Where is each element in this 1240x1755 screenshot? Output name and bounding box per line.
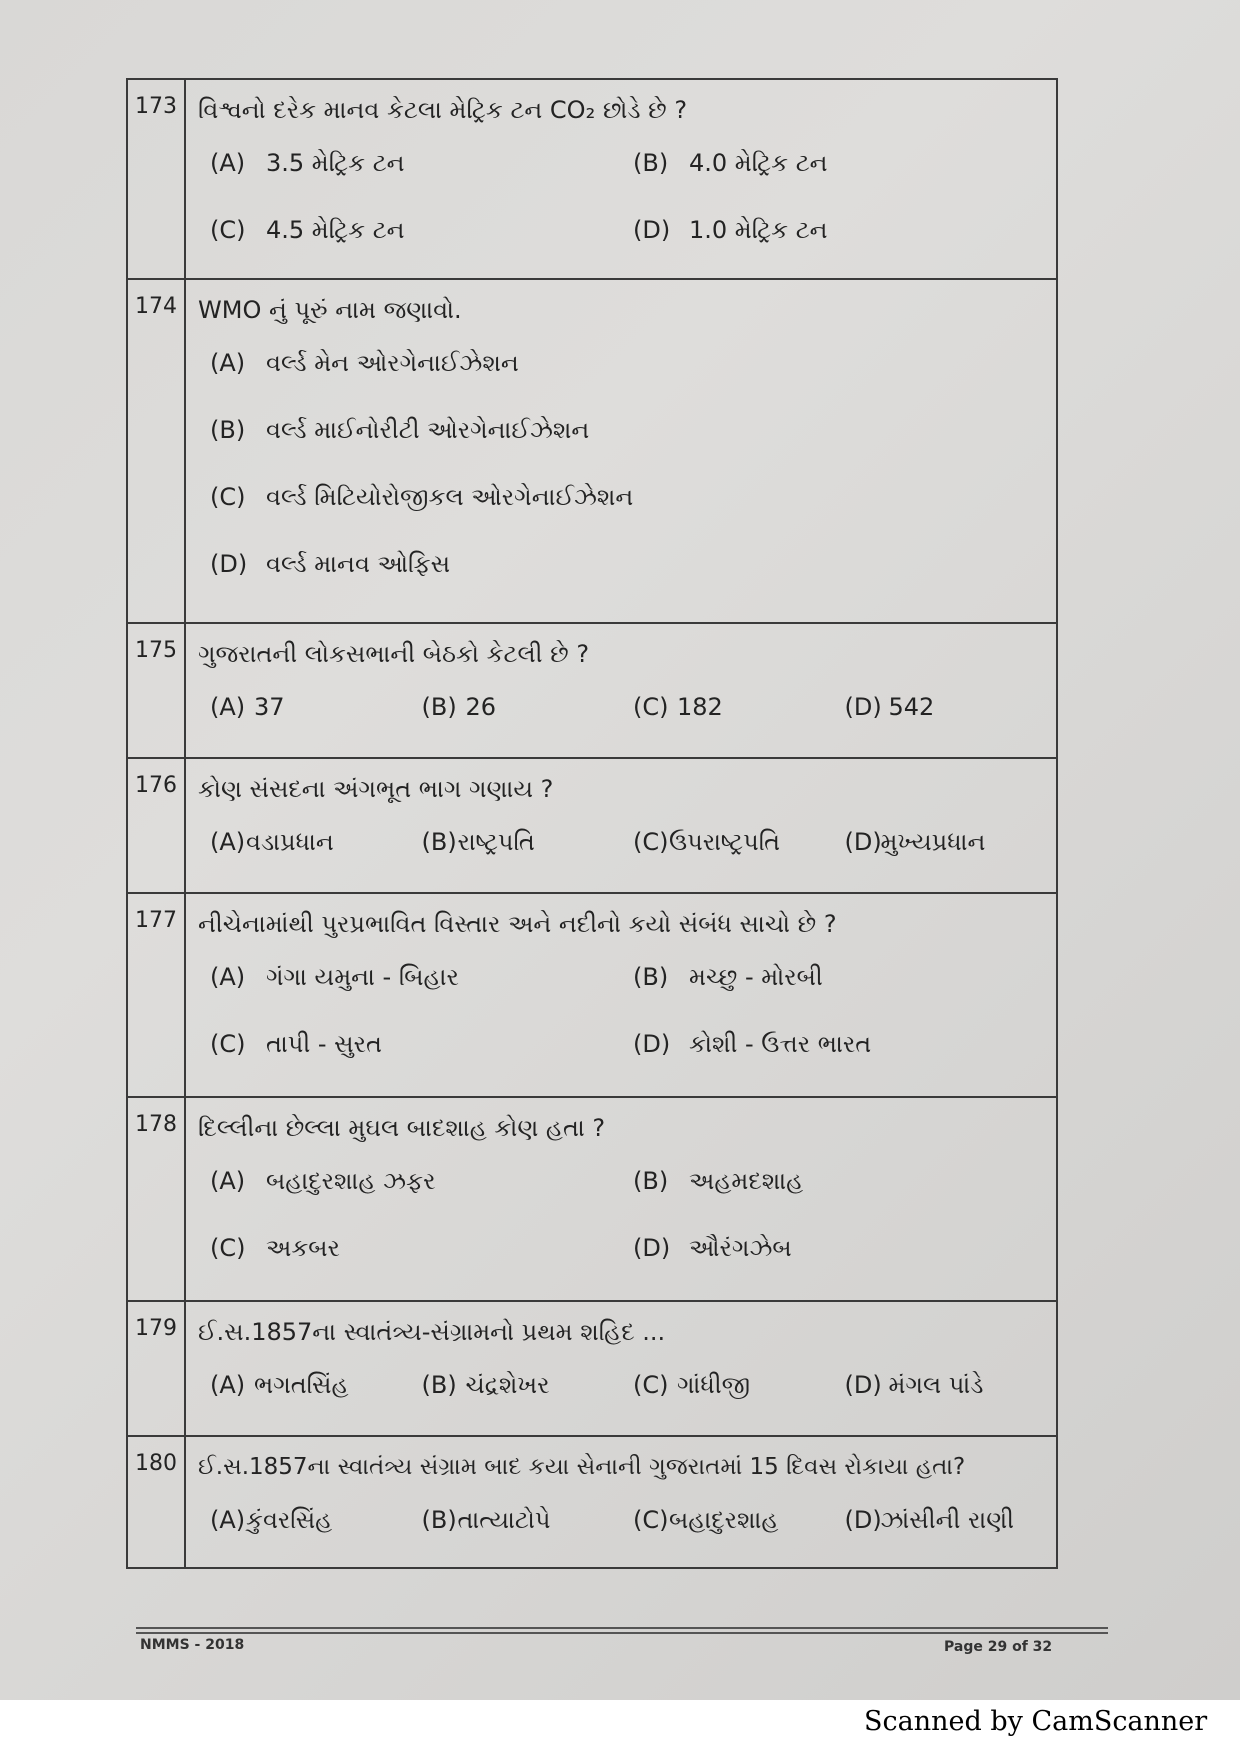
question-body [186,80,1056,278]
question-body [186,894,1056,1096]
question-body [186,280,1056,622]
option-a [198,130,621,197]
question-number: 177 [128,894,186,1096]
question-text: ઈ.સ.1857ના સ્વાતંત્ર્ય-સંગ્રામનો પ્રથમ શહિદ ... [198,1318,666,1346]
option-label: (A) [210,693,246,721]
option-b [410,674,622,741]
option-label: (A) [210,963,246,991]
option-label: (B) [421,1506,457,1534]
question-body [186,1098,1056,1300]
option-text: રાષ્ટ્રપતિ [457,828,535,856]
option-text: અકબર [266,1234,340,1262]
option-label: (C) [210,1234,246,1262]
option-label: (D) [844,828,882,856]
scanner-watermark: Scanned by CamScanner [864,1706,1208,1737]
option-d [198,531,1044,598]
option-text: ચંદ્રશેખર [465,1371,550,1399]
options [198,809,1044,876]
option-label: (C) [633,693,669,721]
option-text: વર્લ્ડ મિટિયોરોજીકલ ઓરગેનાઈઝેશન [266,483,634,511]
option-label: (C) [633,828,669,856]
option-label: (C) [210,216,246,244]
option-label: (D) [844,1506,882,1534]
option-c [198,197,621,264]
option-text: તાપી - સુરત [266,1030,382,1058]
option-a [198,1352,410,1419]
question-173 [128,80,1056,280]
option-c [198,1011,621,1078]
option-text: તાત્યાટોપે [457,1506,551,1534]
question-text: દિલ્લીના છેલ્લા મુઘલ બાદશાહ કોણ હતા ? [198,1114,606,1142]
option-text: કુંવરસિંહ [246,1506,333,1534]
question-number: 175 [128,624,186,757]
option-a [198,674,410,741]
question-176 [128,759,1056,894]
option-label: (B) [633,963,669,991]
option-label: (D) [844,693,882,721]
option-d [833,809,1045,876]
question-178 [128,1098,1056,1302]
option-b [621,944,1044,1011]
footer-page-number: Page 29 of 32 [944,1639,1053,1655]
option-d [833,674,1045,741]
question-number: 174 [128,280,186,622]
option-label: (A) [210,1371,246,1399]
option-d [621,197,1044,264]
option-label: (C) [210,1030,246,1058]
option-b [410,1487,622,1554]
option-b [410,809,622,876]
option-label: (A) [210,828,246,856]
option-label: (C) [210,483,246,511]
option-label: (B) [633,149,669,177]
option-text: બહાદુરશાહ [669,1506,779,1534]
question-text: નીચેનામાંથી પુરપ્રભાવિત વિસ્તાર અને નદીનો કયો સંબંધ સાચો છે ? [198,910,837,938]
question-number: 178 [128,1098,186,1300]
option-text: 1.0 મેટ્રિક ટન [689,216,828,244]
option-c [198,464,1044,531]
options [198,330,1044,598]
question-number: 173 [128,80,186,278]
options [198,1352,1044,1419]
question-body [186,759,1056,892]
option-text: મંગલ પાંડે [888,1371,984,1399]
options [198,1487,1044,1554]
question-174 [128,280,1056,624]
question-table [126,78,1058,1569]
option-text: 3.5 મેટ્રિક ટન [266,149,405,177]
option-text: બહાદુરશાહ ઝફર [266,1167,436,1195]
option-d [621,1215,1044,1282]
option-a [198,1487,410,1554]
option-text: 37 [254,693,285,721]
option-text: ઔરંગઝેબ [689,1234,792,1262]
option-label: (D) [633,216,671,244]
option-label: (B) [210,416,246,444]
option-text: અહમદશાહ [689,1167,804,1195]
option-text: ઉપરાષ્ટ્રપતિ [669,828,781,856]
option-text: મચ્છુ - મોરબી [689,963,823,991]
footer-divider-top [136,1627,1108,1629]
options [198,130,1044,264]
option-c [621,1487,833,1554]
option-b [198,397,1044,464]
option-text: ઝાંસીની રાણી [880,1506,1015,1534]
option-c [621,674,833,741]
question-body [186,624,1056,757]
option-label: (B) [421,828,457,856]
question-number: 180 [128,1437,186,1567]
question-text: વિશ્વનો દરેક માનવ કેટલા મેટ્રિક ટન CO₂ છોડે છે ? [198,96,688,124]
option-a [198,1148,621,1215]
option-c [198,1215,621,1282]
option-label: (B) [421,693,457,721]
question-text: WMO નું પૂરું નામ જણાવો. [198,296,462,324]
option-c [621,809,833,876]
option-text: ગાંધીજી [677,1371,751,1399]
option-text: વર્લ્ડ માનવ ઓફિસ [266,550,451,578]
footer-exam-name: NMMS - 2018 [140,1637,245,1653]
question-body [186,1437,1056,1567]
question-text: કોણ સંસદના અંગભૂત ભાગ ગણાય ? [198,775,554,803]
options [198,944,1044,1078]
option-a [198,809,410,876]
question-text: ગુજરાતની લોકસભાની બેઠકો કેટલી છે ? [198,640,590,668]
option-b [410,1352,622,1419]
question-number: 176 [128,759,186,892]
option-label: (A) [210,349,246,377]
option-text: વર્લ્ડ મેન ઓરગેનાઈઝેશન [266,349,519,377]
option-label: (A) [210,1167,246,1195]
option-text: 26 [465,693,497,721]
question-175 [128,624,1056,759]
question-177 [128,894,1056,1098]
option-label: (B) [421,1371,457,1399]
option-d [833,1487,1045,1554]
option-c [621,1352,833,1419]
option-label: (A) [210,1506,246,1534]
option-text: 542 [888,693,935,721]
option-text: 182 [677,693,723,721]
option-text: વર્લ્ડ માઈનોરીટી ઓરગેનાઈઝેશન [266,416,590,444]
option-label: (A) [210,149,246,177]
option-text: 4.0 મેટ્રિક ટન [689,149,828,177]
option-b [621,130,1044,197]
option-a [198,944,621,1011]
footer-divider-bottom [136,1632,1108,1634]
option-label: (D) [633,1234,671,1262]
options [198,1148,1044,1282]
option-d [621,1011,1044,1078]
option-text: મુખ્યપ્રધાન [880,828,986,856]
option-label: (C) [633,1371,669,1399]
option-d [833,1352,1045,1419]
option-label: (D) [633,1030,671,1058]
question-179 [128,1302,1056,1437]
option-text: 4.5 મેટ્રિક ટન [266,216,405,244]
option-text: કોશી - ઉત્તર ભારત [689,1030,872,1058]
option-label: (D) [844,1371,882,1399]
option-a [198,330,1044,397]
options [198,674,1044,741]
option-text: ભગતસિંહ [254,1371,349,1399]
option-label: (B) [633,1167,669,1195]
question-body [186,1302,1056,1435]
question-text: ઈ.સ.1857ના સ્વાતંત્ર્ય સંગ્રામ બાદ કયા સેનાની ગુજરાતમાં 15 દિવસ રોકાયા હતા? [198,1454,966,1480]
option-b [621,1148,1044,1215]
option-label: (C) [633,1506,669,1534]
option-text: ગંગા યમુના - બિહાર [266,963,459,991]
question-number: 179 [128,1302,186,1435]
option-text: વડાપ્રધાન [246,828,334,856]
option-label: (D) [210,550,248,578]
question-180 [128,1437,1056,1567]
